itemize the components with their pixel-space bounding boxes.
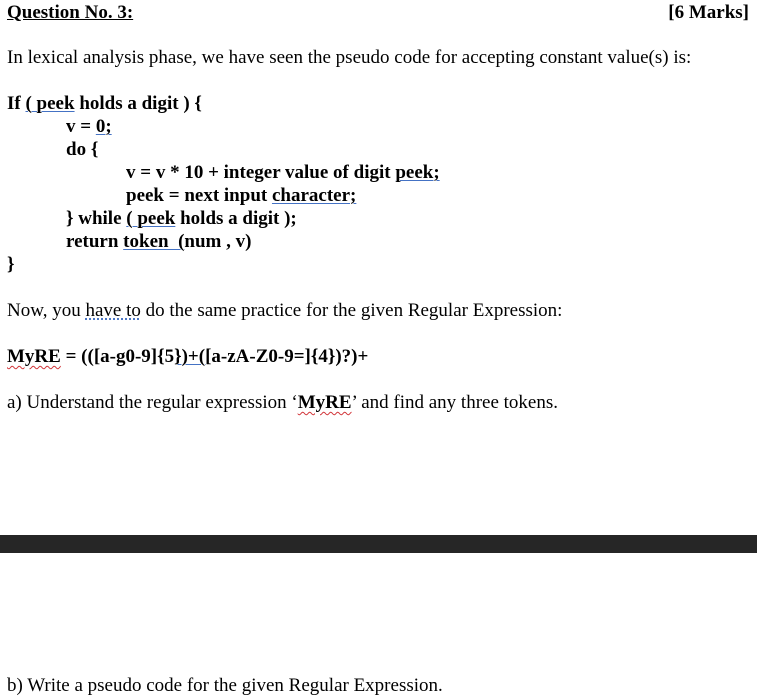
pseudocode-line-while xyxy=(66,208,297,230)
while-keyword: } while xyxy=(66,208,127,229)
accumulate-peek: peek; xyxy=(395,162,440,183)
if-keyword: If xyxy=(7,93,26,114)
regex-definition xyxy=(7,346,368,368)
next-char-expr: peek = next input xyxy=(126,185,272,206)
part-a-start: a) Understand the regular expression ‘ xyxy=(7,392,298,413)
now-text-start: Now, you xyxy=(7,300,86,321)
pseudocode-line-close: } xyxy=(7,254,15,275)
regex-part-1: [a-g0-9]{5 xyxy=(93,346,175,367)
peek-condition: ( peek xyxy=(25,93,75,114)
pseudocode-line-next-char xyxy=(126,185,356,207)
init-zero: 0; xyxy=(95,116,112,137)
init-assign: v = xyxy=(66,116,96,137)
regex-part-2: })+([ xyxy=(174,346,212,367)
while-condition-rest: holds a digit ); xyxy=(175,208,297,229)
pseudocode-line-if xyxy=(7,93,202,115)
return-keyword: return xyxy=(66,231,124,252)
pseudocode-line-accumulate xyxy=(126,162,440,184)
now-instruction xyxy=(7,300,562,322)
question-title: Question No. 3: xyxy=(7,2,134,23)
part-b-question: b) Write a pseudo code for the given Regular Expression. xyxy=(7,675,443,696)
regex-part-3: a-zA-Z0-9=]{4})?)+ xyxy=(211,346,369,367)
if-condition-rest: holds a digit ) { xyxy=(74,93,202,114)
while-peek: ( peek xyxy=(126,208,176,229)
pseudocode-line-init xyxy=(66,116,112,138)
part-a-regex-name: MyRE xyxy=(297,392,352,413)
return-args: num , v) xyxy=(184,231,252,252)
part-a-end: ’ and find any three tokens. xyxy=(351,392,558,413)
have-to-phrase: have to xyxy=(85,300,141,321)
page-divider xyxy=(0,535,757,553)
now-text-end: do the same practice for the given Regular Expression: xyxy=(140,300,563,321)
marks-label: [6 Marks] xyxy=(668,2,749,23)
next-char-word: character; xyxy=(271,185,357,206)
pseudocode-line-return xyxy=(66,231,251,253)
pseudocode-line-do: do { xyxy=(66,139,99,160)
regex-name: MyRE xyxy=(7,346,61,367)
accumulate-expr: v = v * 10 + integer value of digit xyxy=(126,162,396,183)
intro-text: In lexical analysis phase, we have seen the pseudo code for accepting constant value(s) is: xyxy=(7,47,692,68)
return-token: token ( xyxy=(123,231,185,252)
part-a-question xyxy=(7,392,558,414)
regex-equals: = (( xyxy=(60,346,94,367)
